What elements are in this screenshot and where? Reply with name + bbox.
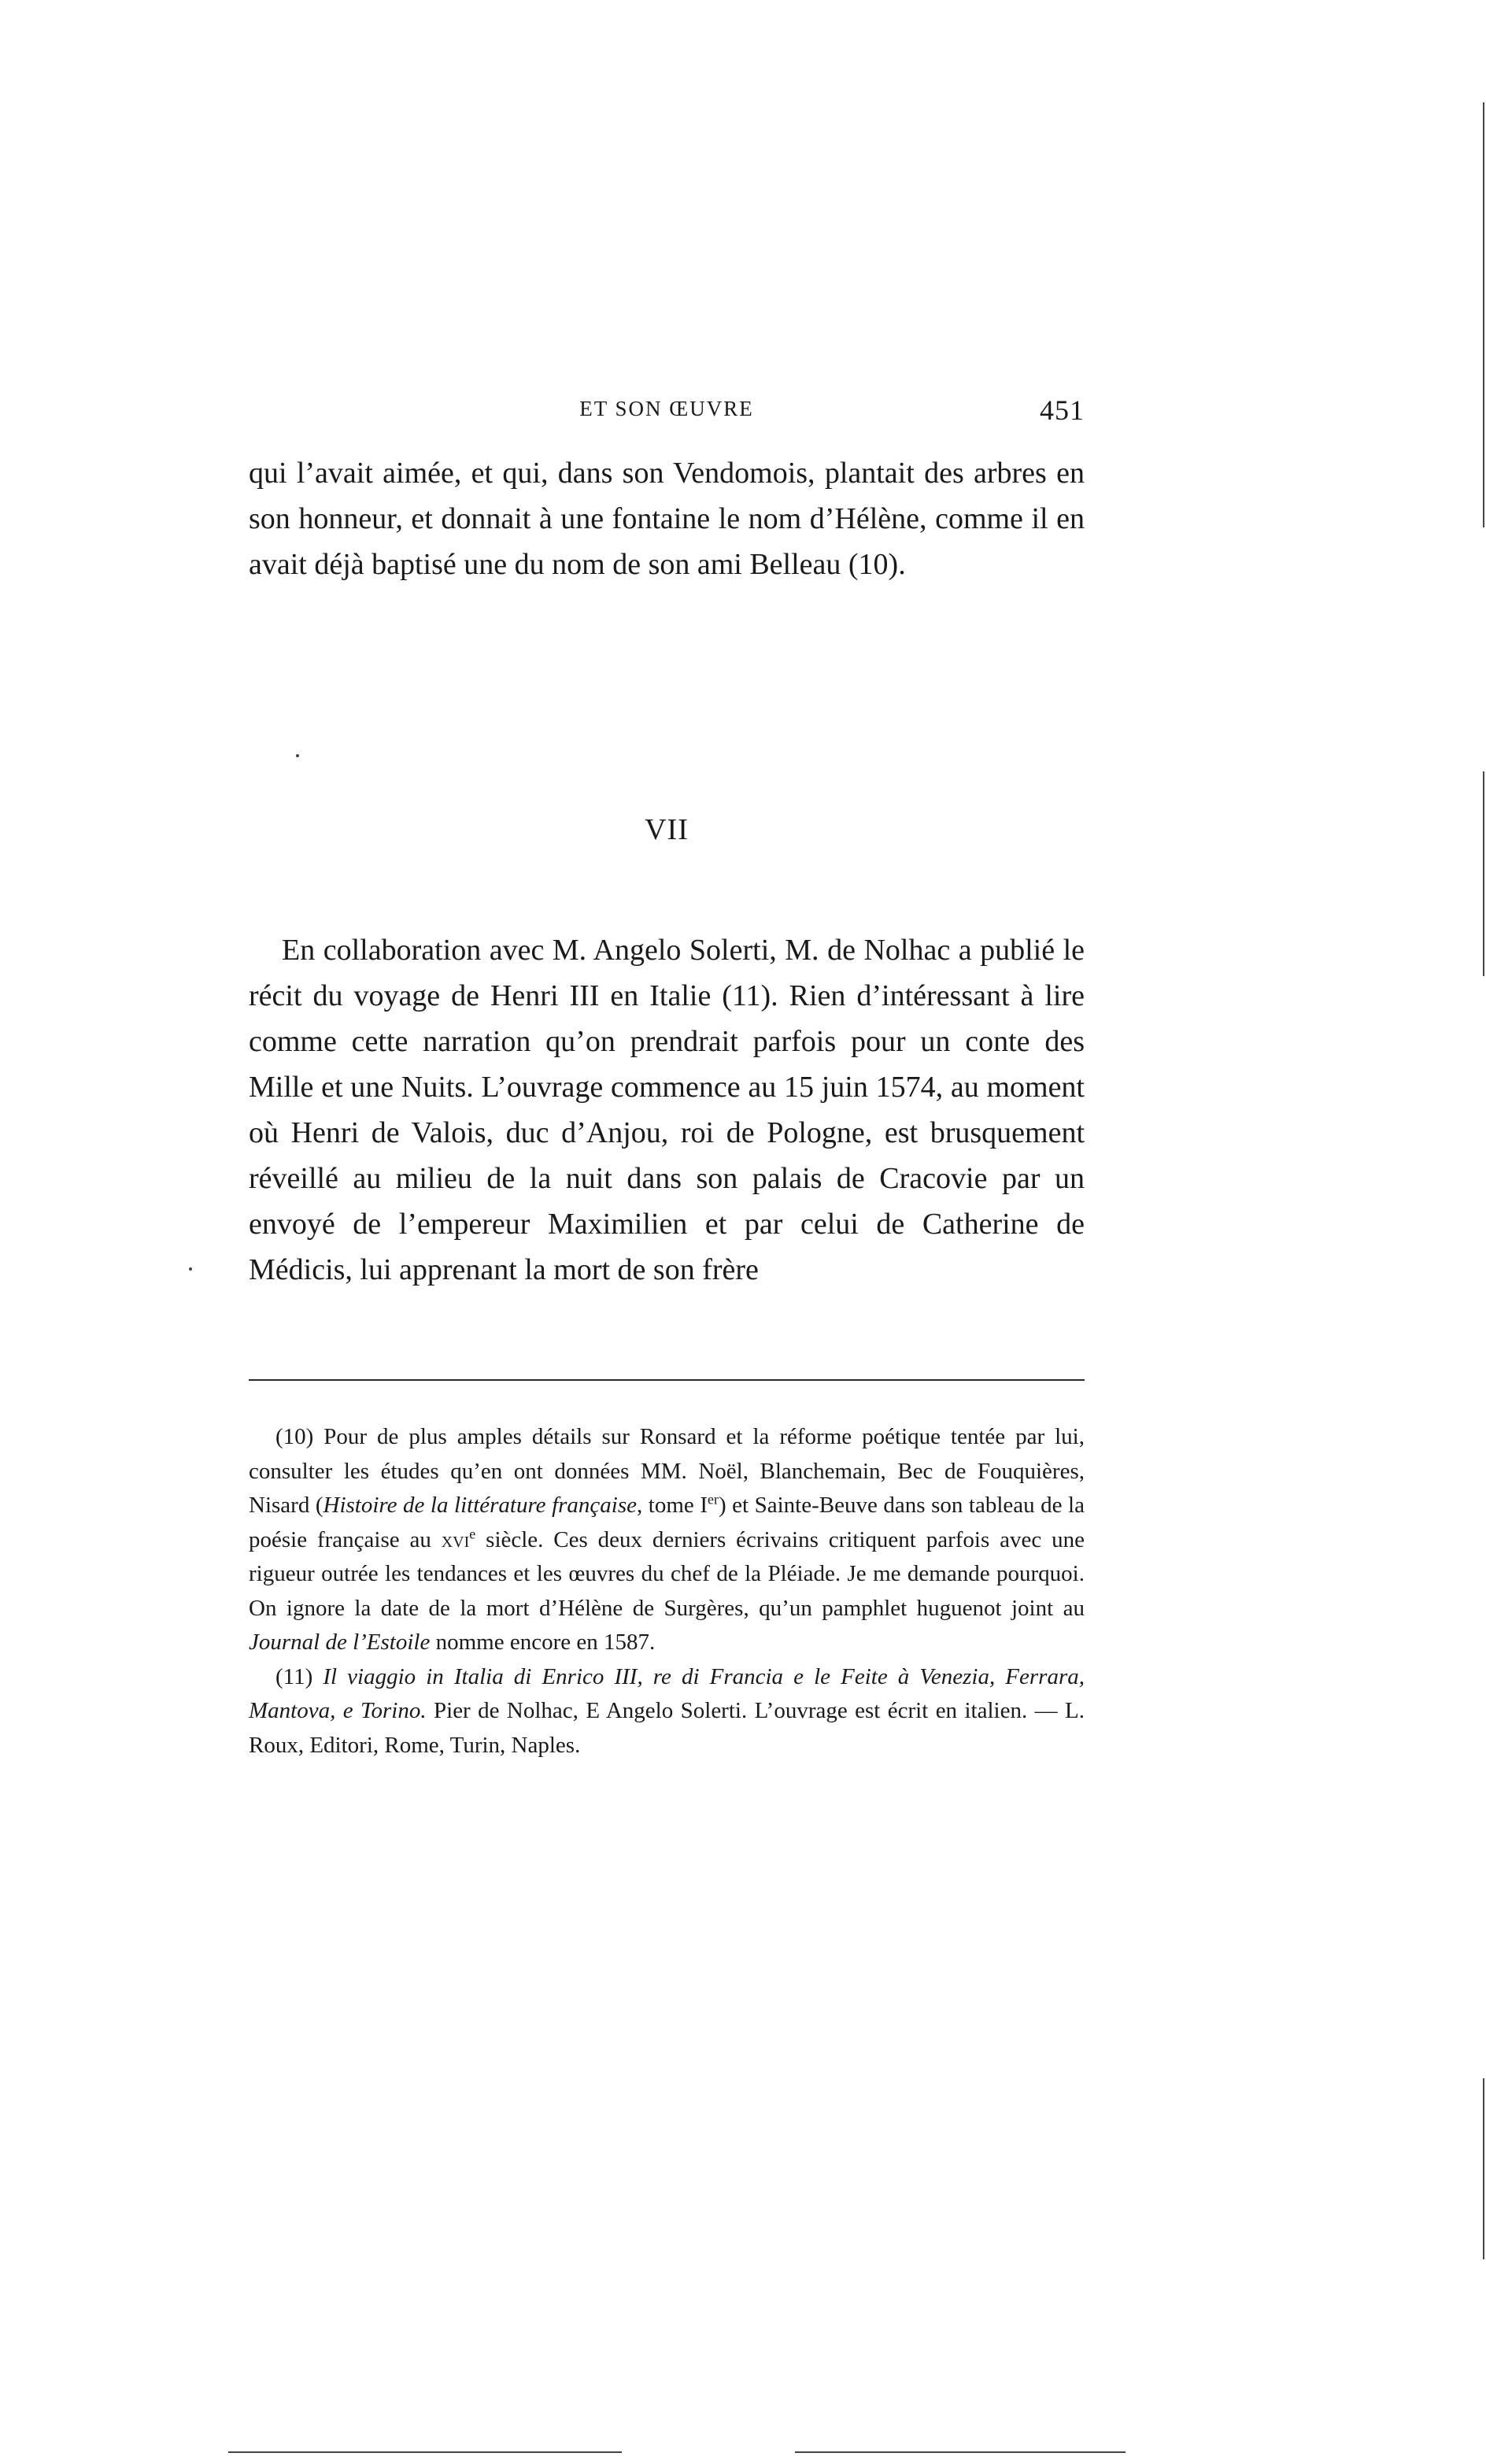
continued-paragraph [249,450,1085,587]
scan-bottom-rule [795,2451,1126,2453]
scan-edge-mark [1483,2078,1484,2259]
footnote-title: Journal de l’Estoile [249,1630,431,1655]
footnote-text: nomme encore en 1587. [430,1630,656,1655]
footnote-text: ) et Sainte-Beuve dans son tableau de la poésie française au [249,1493,1085,1552]
section-paragraph [249,927,1085,1293]
scan-dot [189,1267,192,1271]
running-head [249,394,1085,425]
footnote-11 [249,1660,1085,1763]
page-number: 451 [1040,394,1085,426]
paragraph-text: En collaboration avec M. Angelo Solerti, M. de Nolhac a publié le récit du voyage de Henri III en Italie (11). Rien d’intéressant à lire comme cette narration qu’on prendrait parfois pour un conte des Mille et une Nuits. L’ouvrage commence au 15 juin 1574, au moment où Henri de Valois, duc d’Anjou, roi de Pologne, est brusquement réveillé au milieu de la nuit dans son palais de Cracovie par un envoyé de l’empereur Maximilien et par celui de Catherine de Médicis, lui apprenant la mort de son frère [249,934,1085,1286]
footnote-separator [249,1379,1085,1381]
footnote-text: (10) Pour de plus amples détails sur Ronsard et la réforme poétique tentée par lui, consulter les études qu’en ont données MM. Noël, Blanchemain, Bec de Fouquières, Nisard ( [249,1424,1085,1518]
footnote-title: Il viaggio in Italia di Enrico III, re di Francia e le Feite à Venezia, Ferrara, Mantova, e Torino. [249,1663,1085,1723]
footnote-text: (11) [275,1663,323,1689]
footnotes [249,1420,1085,1763]
footnote-superscript: er [707,1491,719,1508]
running-title: ET SON ŒUVRE [579,397,754,420]
paragraph-text: qui l’avait aimée, et qui, dans son Vendomois, plantait des arbres en son honneur, et donnait à une fontaine le nom d’Hélène, comme il en avait déjà baptisé une du nom de son ami Belleau (10). [249,457,1085,581]
section-heading: VII [645,813,689,846]
scan-dot [296,754,299,757]
footnote-superscript: e [469,1525,476,1541]
footnote-title: Histoire de la littérature française [323,1493,638,1518]
century-numeral: xvi [441,1526,470,1552]
footnote-text: siècle. Ces deux derniers écrivains critiquent parfois avec une rigueur outrée les tendances et les œuvres du chef de la Pléiade. Je me demande pourquoi. On ignore la date de la mort d’Hélène de Surgères, qu’un pamphlet huguenot joint au [249,1526,1085,1621]
footnote-10 [249,1420,1085,1660]
footnote-text: Pier de Nolhac, E Angelo Solerti. L’ouvrage est écrit en italien. — L. Roux, Editori, Rome, Turin, Naples. [249,1698,1085,1758]
footnote-text: , tome I [637,1493,708,1518]
scan-edge-mark [1483,102,1484,527]
scan-edge-mark [1483,771,1484,976]
scan-bottom-rule [228,2451,622,2453]
book-page [249,0,1085,2464]
